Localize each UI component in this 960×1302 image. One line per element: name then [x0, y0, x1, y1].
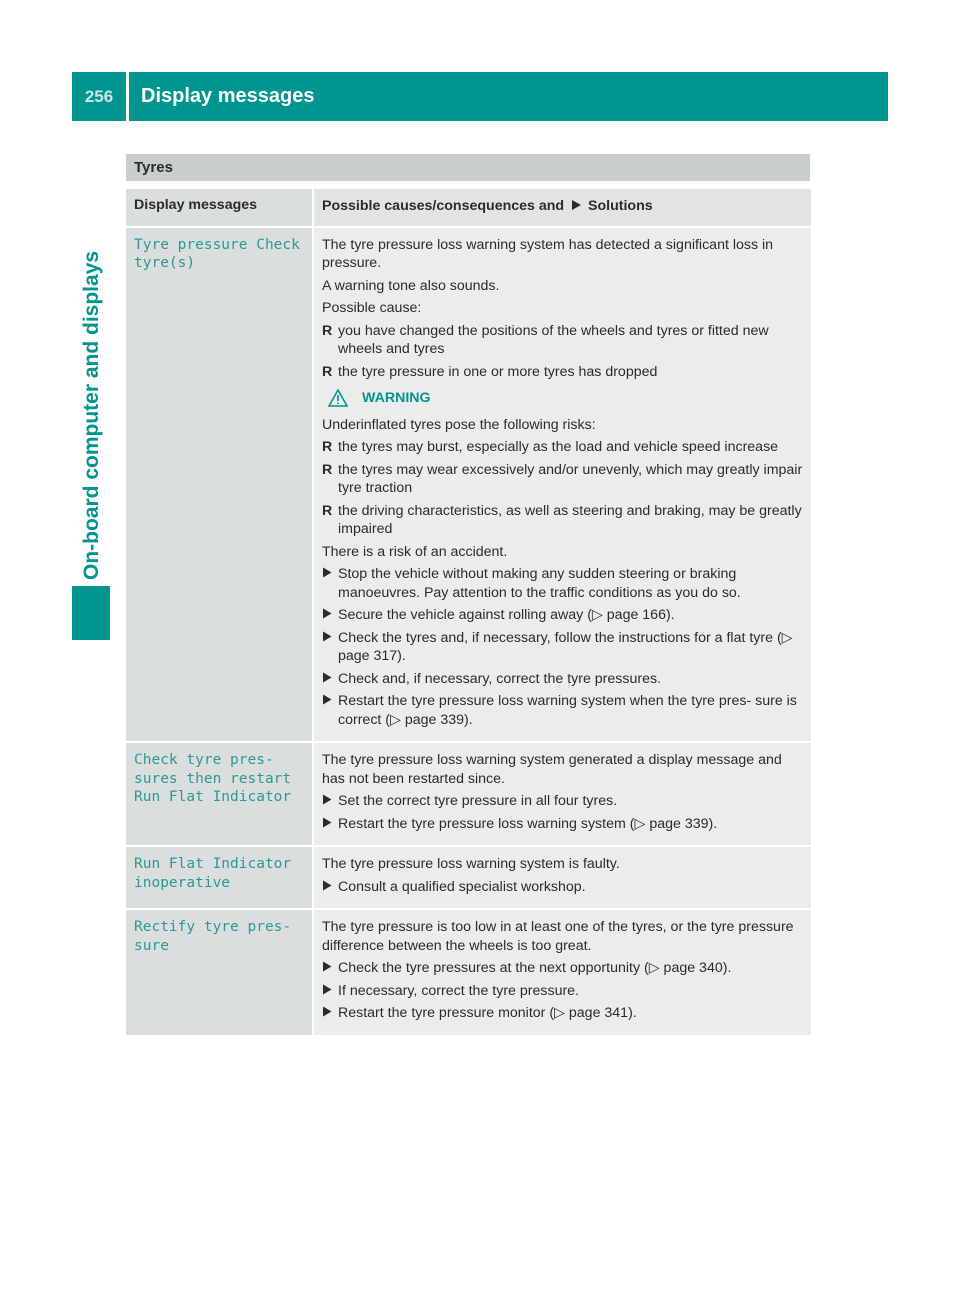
arrow-right-icon [322, 815, 338, 834]
bullet-icon: R [322, 363, 333, 380]
solution-cell [312, 743, 811, 845]
arrow-right-icon [322, 982, 338, 1001]
cause-paragraph: The tyre pressure loss warning system generated a display message and has not been restarted since. [322, 752, 782, 787]
arrow-right-icon [570, 199, 582, 211]
section-title: Tyres [126, 154, 810, 181]
bullet-item: R you have changed the positions of the wheels and tyres or fitted new wheels and tyres [322, 322, 769, 357]
action-item: If necessary, correct the tyre pressure. [322, 982, 805, 1001]
action-item: Restart the tyre pressure loss warning system (▷ page 339). [322, 815, 805, 834]
arrow-right-icon [322, 692, 338, 729]
table-row [126, 847, 811, 910]
arrow-right-icon [322, 959, 338, 978]
solution-cell [312, 910, 811, 1035]
bullet-icon: R [322, 322, 333, 339]
column-header-messages: Display messages [126, 189, 312, 226]
cause-paragraph: A warning tone also sounds. [322, 277, 500, 294]
display-message-text: Tyre pressure Check tyre(s) [134, 236, 300, 271]
warning-paragraph: There is a risk of an accident. [322, 543, 508, 560]
table-row [126, 910, 811, 1037]
solution-cell [312, 228, 811, 742]
bullet-item: R the tyres may burst, especially as the load and vehicle speed increase [322, 439, 779, 455]
display-messages-table [126, 189, 811, 1037]
solution-cell [312, 847, 811, 908]
action-item: Check the tyre pressures at the next opportunity (▷ page 340). [322, 959, 805, 978]
column-header-solutions-suffix: Solutions [588, 198, 653, 214]
action-item: Stop the vehicle without making any sudden steering or braking manoeuvres. Pay attention to the traffic conditions as you do so. [322, 565, 805, 602]
table-header-row [126, 189, 811, 228]
header-divider [126, 72, 129, 121]
warning-paragraph: Underinflated tyres pose the following risks: [322, 416, 596, 433]
action-item: Secure the vehicle against rolling away (▷ page 166). [322, 606, 805, 625]
action-item: Consult a qualified specialist workshop. [322, 878, 805, 897]
action-item: Restart the tyre pressure monitor (▷ page 341). [322, 1004, 805, 1023]
action-item: Check and, if necessary, correct the tyre pressures. [322, 670, 805, 689]
bullet-item: R the tyre pressure in one or more tyres has dropped [322, 363, 658, 380]
display-message-text: Check tyre pres‐ sures then restart Run Flat Indicator [134, 752, 292, 805]
page-title: Display messages [141, 85, 315, 107]
bullet-item: R the tyres may wear excessively and/or unevenly, which may greatly impair tyre traction [322, 461, 803, 496]
message-cell [126, 743, 312, 845]
cause-paragraph: Possible cause: [322, 300, 422, 316]
bullet-item: R the driving characteristics, as well as steering and braking, may be greatly impaired [322, 502, 802, 537]
warning-triangle-icon [328, 389, 348, 407]
cause-paragraph: The tyre pressure is too low in at least one of the tyres, or the tyre pressure difference between the wheels is too great. [322, 919, 794, 954]
side-chapter-tab [72, 150, 112, 580]
arrow-right-icon [322, 670, 338, 689]
message-cell [126, 910, 312, 1035]
bullet-icon: R [322, 461, 333, 478]
display-message-text: Rectify tyre pres‐ sure [134, 919, 292, 954]
action-item: Restart the tyre pressure loss warning system when the tyre pres- sure is correct (▷ page 339). [322, 692, 805, 729]
message-cell [126, 228, 312, 742]
bullet-icon: R [322, 502, 333, 519]
column-header-solutions-prefix: Possible causes/consequences and [322, 198, 565, 214]
arrow-right-icon [322, 1004, 338, 1023]
display-message-text: Run Flat Indicator inoperative [134, 856, 292, 891]
table-row [126, 228, 811, 744]
arrow-right-icon [322, 878, 338, 897]
table-row [126, 743, 811, 847]
arrow-right-icon [322, 792, 338, 811]
page-number: 256 [84, 86, 114, 106]
action-item: Check the tyres and, if necessary, follow the instructions for a flat tyre (▷ page 317). [322, 629, 805, 666]
side-chapter-label: On-board computer and displays [80, 250, 103, 580]
arrow-right-icon [322, 606, 338, 625]
warning-heading [322, 389, 805, 408]
action-item: Set the correct tyre pressure in all four tyres. [322, 792, 805, 811]
arrow-right-icon [322, 629, 338, 666]
cause-paragraph: The tyre pressure loss warning system is faulty. [322, 856, 620, 872]
cause-paragraph: The tyre pressure loss warning system has detected a significant loss in pressure. [322, 236, 774, 271]
bullet-icon: R [322, 439, 333, 455]
arrow-right-icon [322, 565, 338, 602]
side-chapter-marker [72, 586, 110, 640]
column-header-solutions [312, 189, 811, 226]
warning-label: WARNING [362, 390, 431, 406]
message-cell [126, 847, 312, 908]
